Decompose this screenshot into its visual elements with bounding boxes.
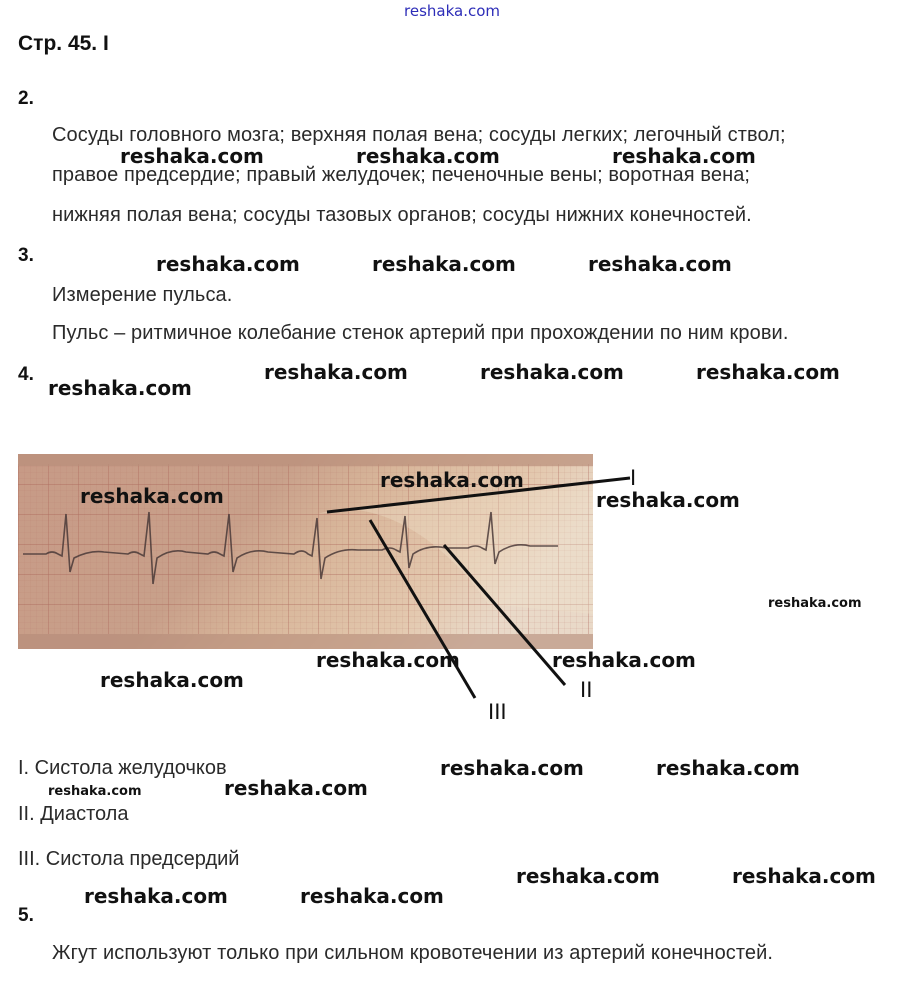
answer-3: III. Систола предсердий (18, 848, 240, 870)
task-2-line-1: Сосуды головного мозга; верхняя полая вена; сосуды легких; легочный ствол; (52, 124, 786, 146)
watermark: reshaka.com (80, 484, 224, 508)
figure-label-II: II (580, 678, 593, 702)
watermark: reshaka.com (768, 596, 862, 611)
answer-2: II. Диастола (18, 803, 129, 825)
watermark: reshaka.com (224, 776, 368, 800)
watermark: reshaka.com (552, 648, 696, 672)
watermark: reshaka.com (732, 864, 876, 888)
task-3-line-1: Измерение пульса. (52, 284, 233, 306)
page-title: Стр. 45. I (18, 32, 109, 55)
task-2-line-3: нижняя полая вена; сосуды тазовых органов; сосуды нижних конечностей. (52, 204, 752, 226)
task-2-line-2: правое предсердие; правый желудочек; печеночные вены; воротная вена; (52, 164, 751, 186)
task-3-line-2: Пульс – ритмичное колебание стенок артерий при прохождении по ним крови. (52, 322, 789, 344)
task-3-number: 3. (18, 245, 34, 266)
watermark: reshaka.com (612, 144, 756, 168)
pointer-line-II (444, 545, 565, 685)
watermark: reshaka.com (48, 376, 192, 400)
watermark: reshaka.com (588, 252, 732, 276)
task-4-number: 4. (18, 364, 34, 385)
watermark: reshaka.com (84, 884, 228, 908)
watermark: reshaka.com (356, 144, 500, 168)
watermark: reshaka.com (316, 648, 460, 672)
watermark: reshaka.com (48, 784, 142, 799)
watermark: reshaka.com (372, 252, 516, 276)
watermark: reshaka.com (380, 468, 524, 492)
watermark: reshaka.com (480, 360, 624, 384)
watermark: reshaka.com (516, 864, 660, 888)
watermark: reshaka.com (156, 252, 300, 276)
watermark: reshaka.com (264, 360, 408, 384)
watermark: reshaka.com (300, 884, 444, 908)
task-2-number: 2. (18, 88, 34, 109)
answer-1: I. Систола желудочков (18, 757, 227, 779)
watermark: reshaka.com (696, 360, 840, 384)
task-5-text: Жгут используют только при сильном кровотечении из артерий конечностей. (52, 942, 774, 964)
task-5-number: 5. (18, 905, 34, 926)
watermark-top: reshaka.com (404, 2, 500, 20)
figure-label-I: I (630, 466, 637, 490)
watermark: reshaka.com (596, 488, 740, 512)
watermark: reshaka.com (656, 756, 800, 780)
watermark: reshaka.com (100, 668, 244, 692)
watermark: reshaka.com (440, 756, 584, 780)
figure-label-III: III (488, 700, 507, 724)
watermark: reshaka.com (120, 144, 264, 168)
